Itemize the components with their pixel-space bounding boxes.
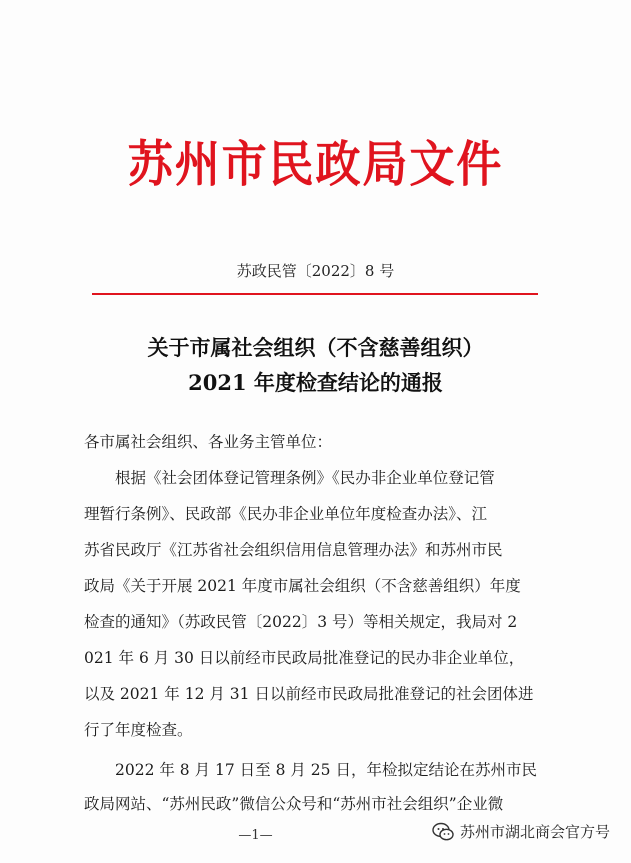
document-number: 苏政民管〔2022〕8 号 [236, 262, 395, 280]
red-divider-line [92, 293, 538, 295]
page-number: —1— [238, 828, 273, 843]
body-line-salutation: 各市属社会组织、各业务主管单位： [84, 433, 333, 451]
body-line: 政局网站、“苏州民政”微信公众号和“苏州市社会组织”企业微 [84, 795, 504, 813]
body-line: 理暂行条例》、民政部《民办非企业单位年度检查办法》、江 [84, 505, 488, 523]
account-watermark[interactable] [432, 821, 610, 842]
watermark-label: 苏州市湖北商会官方号 [460, 823, 611, 841]
body-line: 以及 2021 年 12 月 31 日以前经市民政局批准登记的社会团体进 [84, 685, 534, 703]
notice-title-line-1: 关于市属社会组织（不含慈善组织） [147, 335, 484, 360]
notice-title-line-2: 2021 年度检查结论的通报 [188, 370, 443, 395]
body-line: 苏省民政厅《江苏省社会组织信用信息管理办法》和苏州市民 [84, 541, 503, 559]
wechat-icon [432, 822, 454, 842]
body-line: 根据《社会团体登记管理条例》《民办非企业单位登记管 [84, 469, 495, 487]
body-line: 检查的通知》（苏政民管〔2022〕3 号）等相关规定，我局对 2 [84, 613, 518, 631]
body-line: 021 年 6 月 30 日以前经市民政局批准登记的民办非企业单位， [84, 649, 525, 667]
body-line: 行了年度检查。 [84, 721, 193, 739]
body-line: 2022 年 8 月 17 日至 8 月 25 日，年检拟定结论在苏州市民 [84, 761, 537, 779]
body-line: 政局《关于开展 2021 年度市属社会组织（不含慈善组织）年度 [84, 577, 521, 595]
document-header-title: 苏州市民政局文件 [127, 135, 504, 193]
